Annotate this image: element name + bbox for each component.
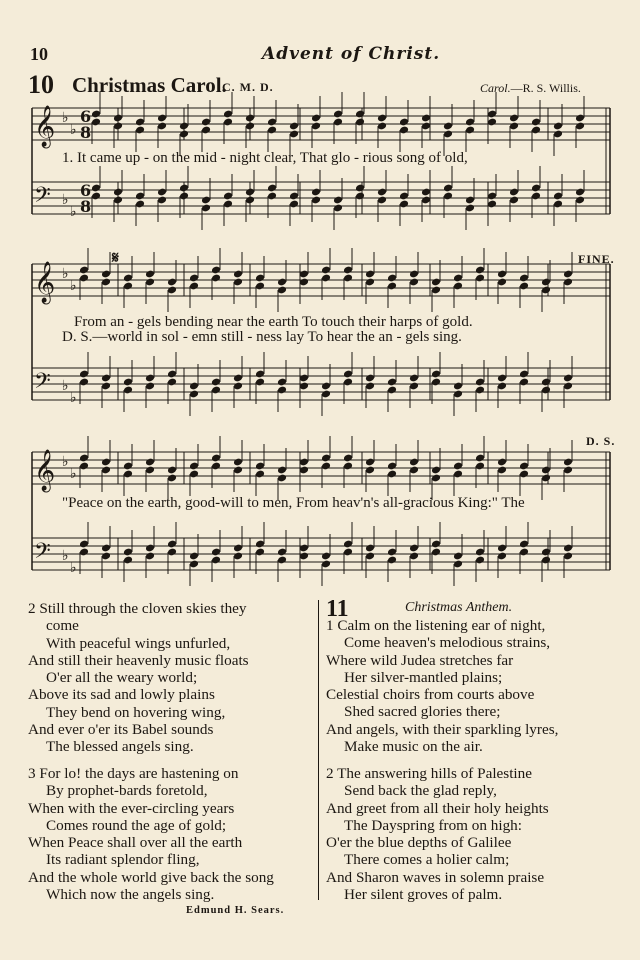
stanza-line: The Dayspring from on high: <box>344 816 523 834</box>
treble-clef: 𝄞 <box>34 262 56 303</box>
bass-clef: 𝄢 <box>34 183 51 213</box>
stanza-line: Her silver-mantled plains; <box>344 668 503 686</box>
stanza-line: Shed sacred glories there; <box>344 703 501 721</box>
flat-sign: ♭ <box>62 110 69 126</box>
running-title: Advent of Christ. <box>262 44 441 64</box>
hymn-title: Christmas Carol. <box>72 73 227 97</box>
fine-marking: FINE. <box>578 252 615 266</box>
stanza-line: And still their heavenly music floats <box>28 651 249 669</box>
stanza-line: O'er the blue depths of Galilee <box>326 834 512 852</box>
page-number: 10 <box>30 44 48 64</box>
hymn-meter: C. M. D. <box>222 80 274 94</box>
stanza-line: There comes a holier calm; <box>344 851 510 869</box>
stanza-line: 1 Calm on the listening ear of night, <box>326 617 546 634</box>
flat-sign: ♭ <box>62 454 69 470</box>
time-signature-bottom: 8 <box>80 197 92 216</box>
flat-sign: ♭ <box>62 192 69 208</box>
stanza-line: By prophet-bards foretold, <box>46 782 208 800</box>
stanza-line: And Sharon waves in solemn praise <box>326 868 545 886</box>
lyrics-line-1: 1. It came up - on the mid - night clear, That glo - rious song of old, <box>62 150 468 166</box>
stanza-line: Comes round the age of gold; <box>46 816 227 834</box>
stanza-line: They bend on hovering wing, <box>46 703 226 721</box>
column-divider <box>318 600 319 900</box>
composer-name: —R. S. Willis. <box>510 81 581 95</box>
ds-marking: D. S. <box>586 434 616 448</box>
stanza-line: Make music on the air. <box>344 738 483 756</box>
author-credit: Edmund H. Sears. <box>186 905 285 916</box>
flat-sign: ♭ <box>70 204 77 220</box>
time-signature-top: 6 <box>80 181 92 200</box>
stanza-line: O'er all the weary world; <box>46 669 198 687</box>
stanza-line: The blessed angels sing. <box>46 738 194 756</box>
stanza-line: 2 The answering hills of Palestine <box>326 765 532 782</box>
stanza-line: And the whole world give back the song <box>28 868 274 886</box>
stanza-line: Send back the glad reply, <box>344 782 497 800</box>
lyrics-line-2: From an - gels bending near the earth To touch their harps of gold. <box>74 314 473 330</box>
stanza-3 <box>28 765 274 903</box>
bass-clef: 𝄢 <box>34 369 51 399</box>
stanza-line: When Peace shall over all the earth <box>28 834 243 852</box>
hymn-11-stanza-1 <box>326 617 558 755</box>
flat-sign: ♭ <box>70 466 77 482</box>
stanza-2 <box>28 600 249 756</box>
lyrics-line-3: D. S.—world in sol - emn still - ness lay To hear the an - gels sing. <box>62 329 462 345</box>
stanza-line: 2 Still through the cloven skies they <box>28 600 247 617</box>
flat-sign: ♭ <box>62 266 69 282</box>
stanza-line: Her silent groves of palm. <box>344 886 503 904</box>
flat-sign: ♭ <box>70 390 77 406</box>
flat-sign: ♭ <box>70 278 77 294</box>
stanza-line: Where wild Judea stretches far <box>326 651 514 669</box>
treble-clef: 𝄞 <box>34 106 56 147</box>
stanza-line: And angels, with their sparkling lyres, <box>326 720 559 738</box>
hymn-11-stanza-2 <box>326 765 549 903</box>
bass-clef: 𝄢 <box>34 539 51 569</box>
time-signature-top: 6 <box>80 107 92 126</box>
stanza-line: And ever o'er its Babel sounds <box>28 721 214 739</box>
stanza-line: 3 For lo! the days are hastening on <box>28 765 239 782</box>
stanza-line: Celestial choirs from courts above <box>326 686 535 704</box>
segno-sign: 𝄋 <box>112 250 120 267</box>
stanza-line: Which now the angels sing. <box>46 886 215 904</box>
flat-sign: ♭ <box>62 548 69 564</box>
hymn-number: 10 <box>28 70 54 99</box>
flat-sign: ♭ <box>70 560 77 576</box>
stanza-line: With peaceful wings unfurled, <box>46 634 231 652</box>
time-signature-bottom: 8 <box>80 123 92 142</box>
treble-clef: 𝄞 <box>34 450 56 491</box>
stanza-line: Come heaven's melodious strains, <box>344 634 551 652</box>
stanza-line: When with the ever-circling years <box>28 799 235 817</box>
stanza-line: come <box>46 617 79 635</box>
lyrics-line-4: "Peace on the earth, good-will to men, From heav'n's all-gracious King:" The <box>62 495 525 511</box>
stanza-line: And greet from all their holy heights <box>326 799 549 817</box>
stanza-line: Its radiant splendor fling, <box>46 851 200 869</box>
tune-name: Carol. <box>480 81 511 95</box>
stanza-line: Above its sad and lowly plains <box>28 686 215 704</box>
flat-sign: ♭ <box>70 122 77 138</box>
flat-sign: ♭ <box>62 378 69 394</box>
hymn-11-title: Christmas Anthem. <box>405 600 513 615</box>
hymn-11-number: 11 <box>326 596 349 622</box>
